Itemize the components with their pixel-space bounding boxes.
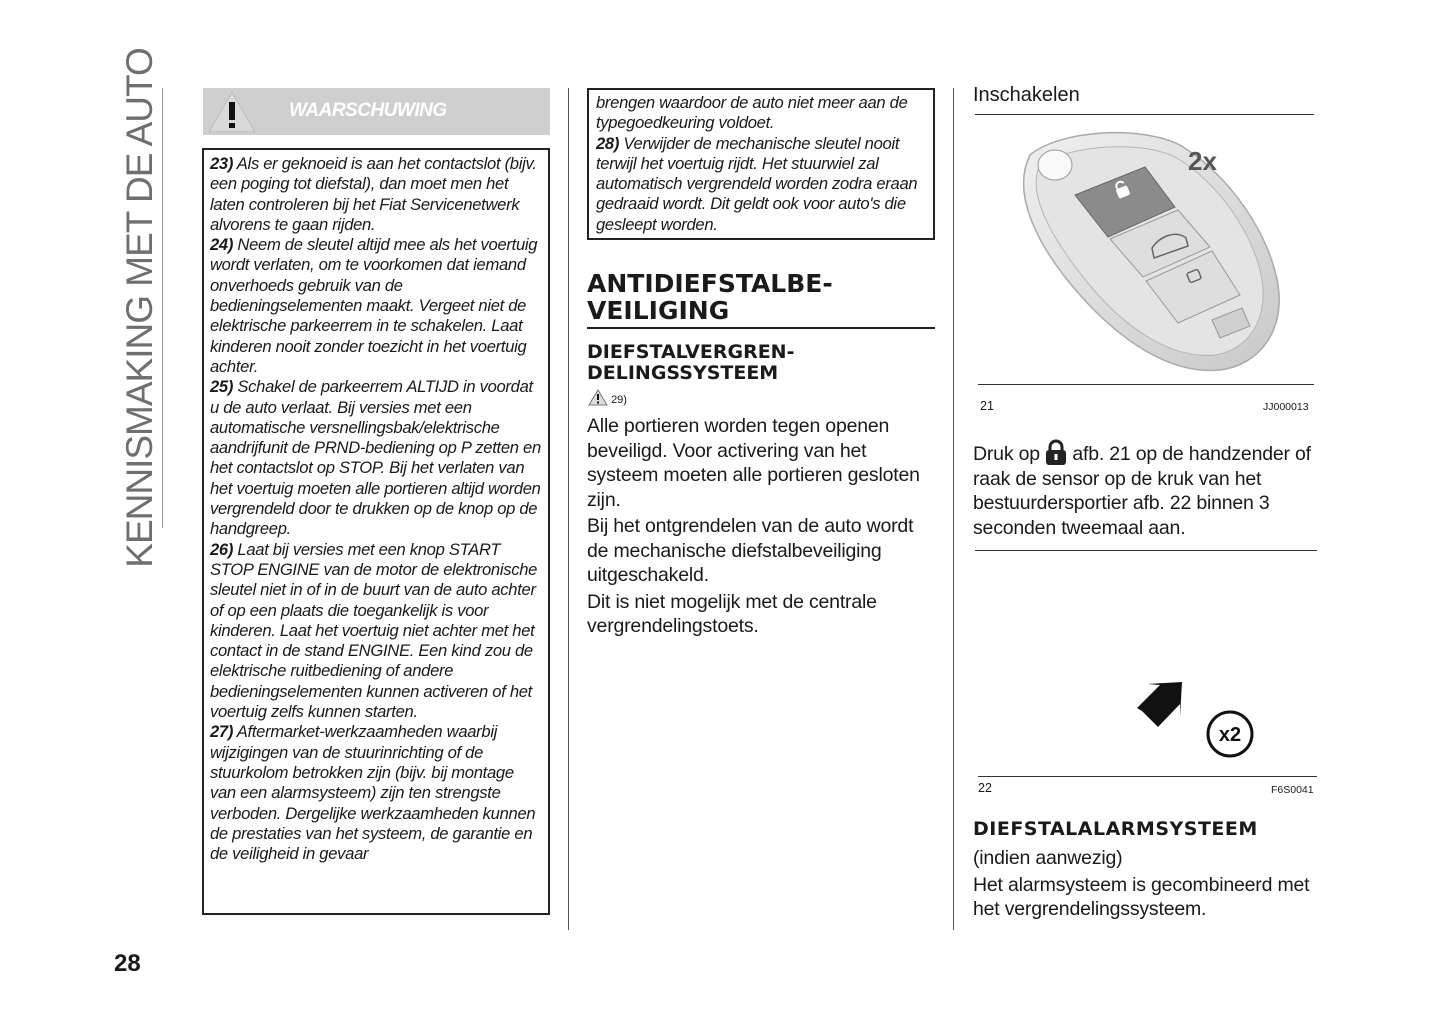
figure-rule bbox=[978, 384, 1314, 385]
alarm-body bbox=[973, 846, 1318, 924]
warning-continued-text: brengen waardoor de auto niet meer aan de typegoedkeuring voldoet. bbox=[596, 93, 908, 133]
warning-item: 26) Laat bij versies met een knop START STOP ENGINE van de motor de elektronische sleutel niet in of in de buurt van de auto achter of op een plaats die toegankelijk is voor kinderen. Laat het voertuig niet achter met het contact in de stand ENGINE. Een kind zou de elektrische ruitbediening of andere bedieningselementen kunnen activeren of het voertuig zelfs kunnen starten. bbox=[210, 539, 538, 722]
arrow-illustration bbox=[1130, 678, 1270, 768]
side-title: KENNISMAKING MET DE AUTO bbox=[118, 47, 160, 568]
inschakelen-heading: Inschakelen bbox=[973, 84, 1080, 106]
section-title: ANTIDIEFSTALBE- VEILIGING bbox=[587, 269, 833, 325]
svg-text:x2: x2 bbox=[1218, 724, 1242, 746]
paragraph: Alle portieren worden tegen openen beveiligd. Voor activering van het systeem moeten alle portieren gesloten zijn. bbox=[587, 415, 920, 511]
svg-text:2x: 2x bbox=[1188, 146, 1217, 176]
arrow-icon bbox=[1137, 682, 1182, 727]
section-subtitle: DIEFSTALVERGREN- DELINGSSYSTEEM bbox=[587, 341, 795, 384]
figure-number: 21 bbox=[980, 399, 994, 413]
side-rule bbox=[162, 88, 163, 528]
alarm-heading: DIEFSTALALARMSYSTEEM bbox=[973, 818, 1258, 840]
section-title-rule bbox=[587, 327, 935, 329]
heading-rule bbox=[975, 114, 1314, 115]
column-divider bbox=[568, 88, 569, 930]
paragraph: Dit is niet mogelijk met de centrale vergrendelingstoets. bbox=[587, 590, 877, 637]
warning-item: 27) Aftermarket-werkzaamheden waarbij wijzigingen van de stuurinrichting of de stuurkolom betrokken zijn (bijv. bij montage van een alarmsysteem) zijn ten strengste verboden. Dergelijke werkzaamheden kunnen de prestaties van het systeem, de garantie en de veiligheid in gevaar bbox=[210, 722, 536, 864]
warning-box bbox=[202, 148, 550, 915]
warning-triangle-icon bbox=[588, 389, 608, 406]
section-body bbox=[587, 414, 937, 641]
figure-rule bbox=[975, 550, 1317, 551]
warning-item: 25) Schakel de parkeerrem ALTIJD in voordat u de auto verlaat. Bij versies met een automatische versnellingsbak/elektrische aandrijfunit de PRND-bediening op P zetten en het contactslot op STOP. Bij het verlaten van het voertuig moeten alle portieren altijd worden vergrendeld door te drukken op de knop op de handgreep. bbox=[210, 377, 541, 539]
alarm-note: (indien aanwezig) bbox=[973, 847, 1123, 869]
lock-icon bbox=[1045, 439, 1067, 465]
page-number: 28 bbox=[114, 950, 141, 977]
figure-code: JJ000013 bbox=[1263, 401, 1309, 413]
alarm-text: Het alarmsysteem is gecombineerd met het vergrendelingssysteem. bbox=[973, 873, 1310, 920]
warning-item: 28) Verwijder de mechanische sleutel nooit terwijl het voertuig rijdt. Het stuurwiel zal automatisch vergrendeld worden zodra eraan gedraaid wordt. Dit geldt ook voor auto's die gesleept worden. bbox=[596, 133, 918, 234]
figure-rule bbox=[978, 776, 1317, 777]
column-divider bbox=[953, 88, 954, 930]
warning-triangle-icon bbox=[207, 90, 257, 134]
key-fob-illustration bbox=[1000, 125, 1300, 380]
warning-item: 24) Neem de sleutel altijd mee als het voertuig wordt verlaten, om te voorkomen dat iemand onverhoeds gebruik van de bedieningselementen maakt. Vergeet niet de elektrische parkeerrem in te schakelen. Laat kinderen nooit zonder toezicht in het voertuig achter. bbox=[210, 235, 538, 376]
warning-title: WAARSCHUWING bbox=[289, 100, 447, 121]
warning-box-continued bbox=[587, 88, 935, 240]
warning-item: 23) Als er geknoeid is aan het contactslot (bijv. een poging tot diefstal), dan moet men het laten controleren bij het Fiat Servicenetwerk alvorens te gaan rijden. bbox=[210, 154, 537, 234]
warning-header bbox=[203, 88, 550, 135]
inschakelen-text: Druk op afb. 21 op de handzender of raak de sensor op de kruk van het bestuurdersportier afb. 22 binnen 3 seconden tweemaal aan. bbox=[973, 439, 1318, 542]
paragraph: Bij het ontgrendelen van de auto wordt de mechanische diefstalbeveiliging uitgeschakeld. bbox=[587, 515, 914, 586]
warning-reference: 29) bbox=[588, 389, 627, 406]
figure-code: F6S0041 bbox=[1271, 784, 1314, 796]
figure-number: 22 bbox=[978, 781, 992, 795]
